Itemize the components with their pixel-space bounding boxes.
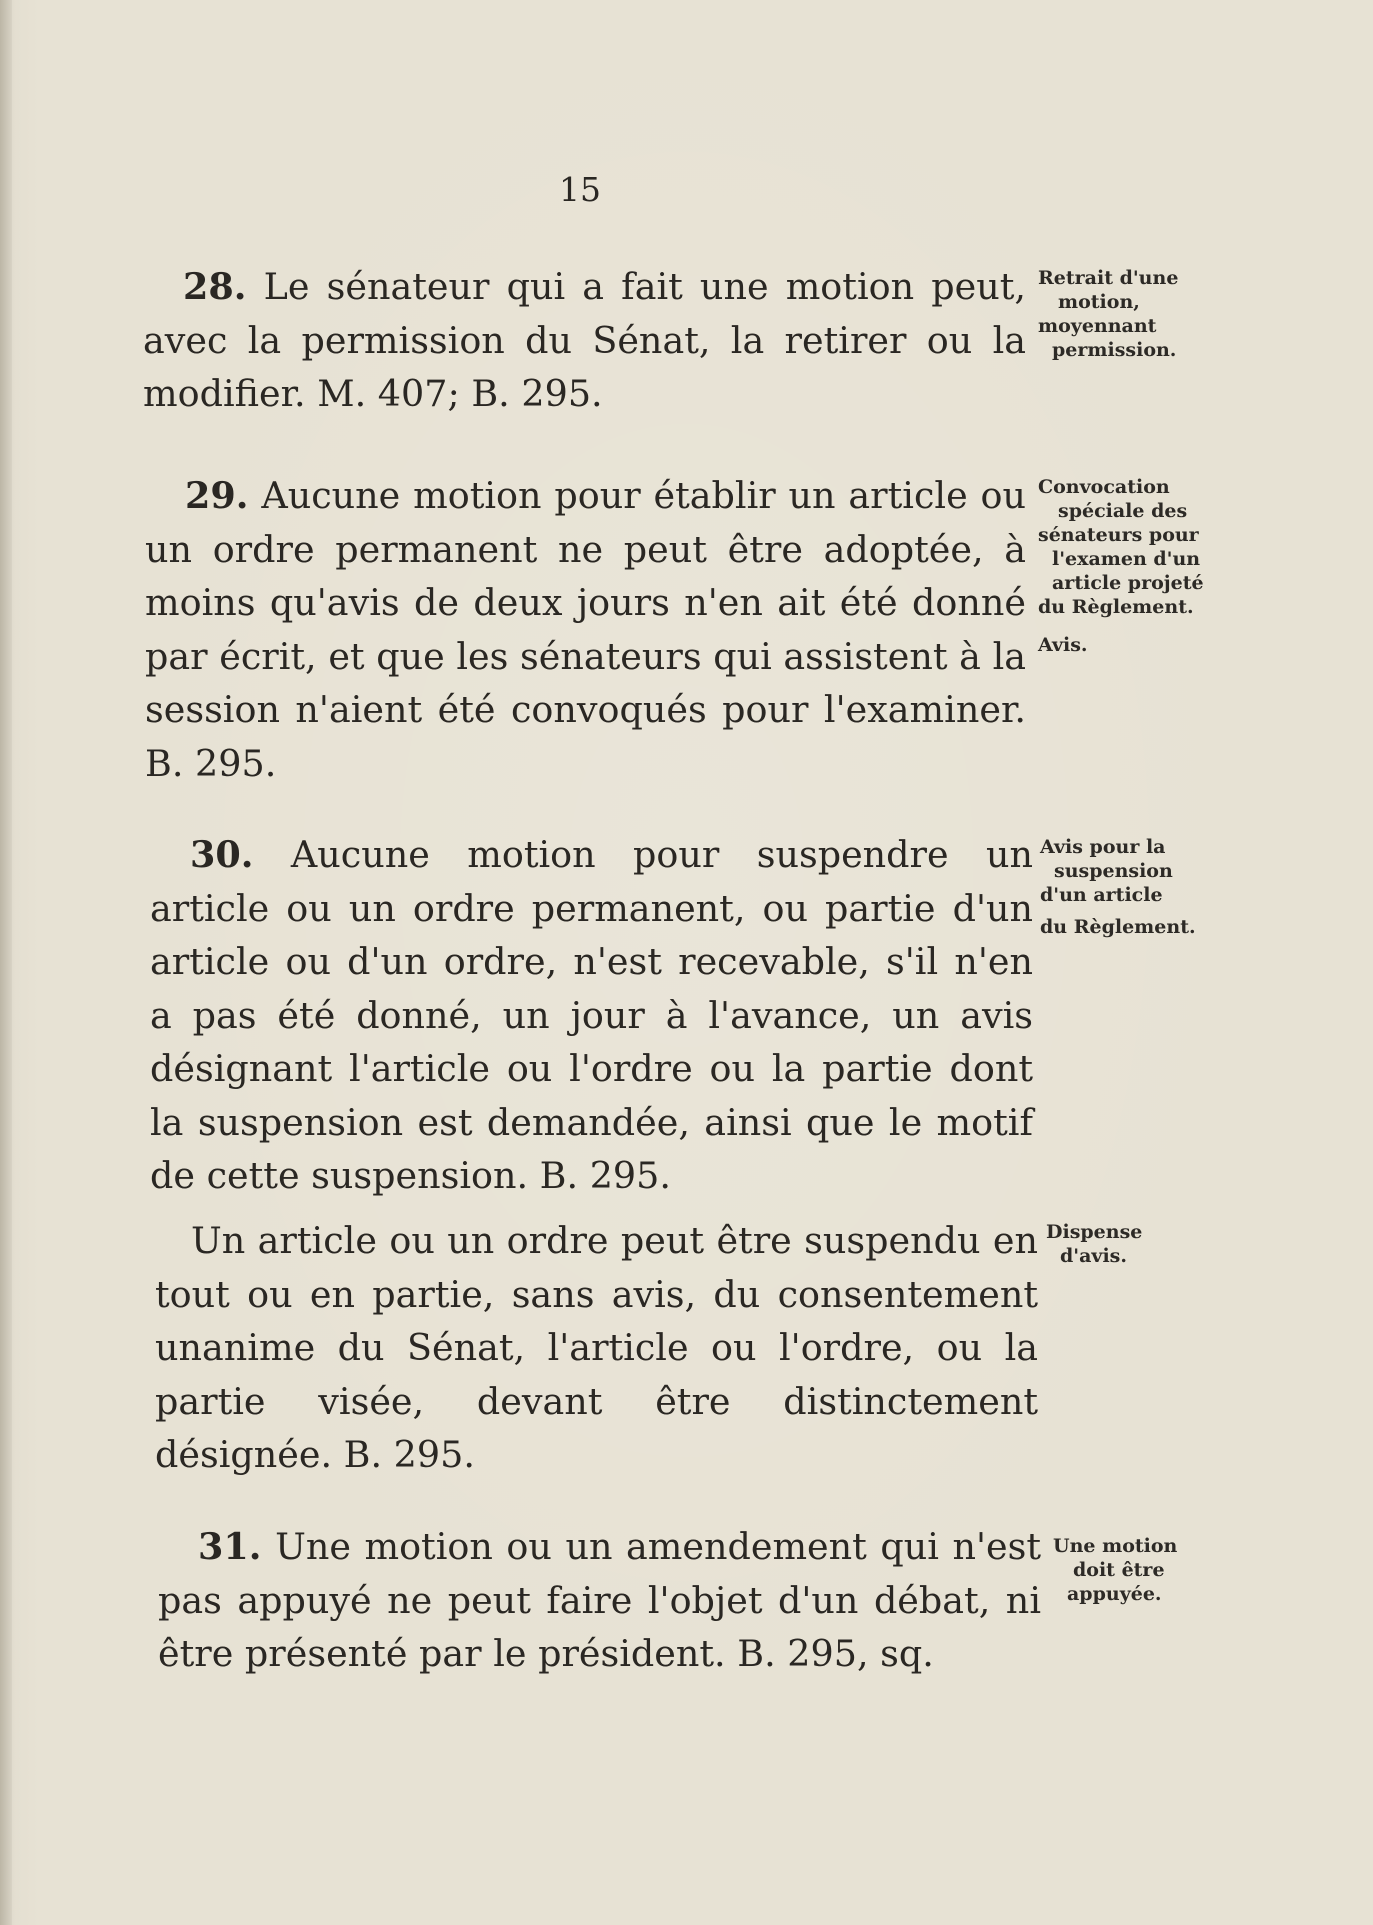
article-text: Une motion ou un amendement qui n'est pas appuyé ne peut faire l'objet d'un débat, ni être présenté par le président. B. 295, sq. (158, 1525, 1041, 1675)
margin-note-line: spéciale des (1058, 500, 1188, 522)
page-binding-edge (0, 0, 12, 1925)
margin-note-line: Retrait d'une (1038, 267, 1179, 289)
article-30-paragraph (150, 828, 1033, 1203)
article-text: Le sénateur qui a fait une motion peut, avec la permission du Sénat, la retirer ou la modifier. M. 407; B. 295. (143, 265, 1026, 415)
margin-note-line: article projeté (1052, 572, 1204, 594)
margin-note-line: du Règlement. (1040, 916, 1196, 938)
article-28-paragraph (143, 260, 1026, 421)
margin-note-dispense (1046, 1220, 1142, 1268)
margin-note-article-30 (1040, 835, 1196, 939)
page-number: 15 (559, 170, 601, 209)
margin-note-article-29 (1038, 475, 1204, 657)
paragraph-text: Un article ou un ordre peut être suspendu en tout ou en partie, sans avis, du consentement unanime du Sénat, l'article ou l'ordre, ou la partie visée, devant être distinctement désignée. B. 295. (155, 1219, 1038, 1476)
margin-note-line: Dispense (1046, 1221, 1143, 1243)
article-number: 28. (183, 265, 247, 308)
article-number: 29. (185, 474, 249, 517)
margin-note-line: Avis pour la (1040, 836, 1166, 858)
article-text: Aucune motion pour établir un article ou un ordre permanent ne peut être adoptée, à moins qu'avis de deux jours n'en ait été donné par écrit, et que les sénateurs qui assistent à la session n'aient été convoqués pour l'examiner. B. 295. (145, 474, 1026, 785)
article-31-paragraph (158, 1520, 1041, 1681)
margin-note-line: motion, (1058, 291, 1140, 313)
dispense-paragraph (155, 1214, 1038, 1482)
margin-note-line: sénateurs pour (1038, 524, 1199, 546)
margin-note-line: doit être (1073, 1559, 1165, 1581)
article-text: Aucune motion pour suspendre un article ou un ordre permanent, ou partie d'un article ou d'un ordre, n'est recevable, s'il n'en a pas été donné, un jour à l'avance, un avis désignant l'article ou l'ordre ou la partie dont la suspension est demandée, ainsi que le motif de cette suspension. B. 295. (150, 833, 1033, 1197)
margin-note-line: Une motion (1053, 1535, 1178, 1557)
margin-note-article-31 (1053, 1534, 1177, 1606)
margin-note-line: appuyée. (1067, 1583, 1162, 1605)
margin-note-line: l'examen d'un (1052, 548, 1201, 570)
margin-note-line: d'avis. (1060, 1245, 1127, 1267)
article-number: 31. (198, 1525, 262, 1568)
margin-note-line: du Règlement. (1038, 596, 1194, 618)
margin-note-line: permission. (1052, 339, 1177, 361)
margin-note-line: d'un article (1040, 884, 1163, 906)
margin-note-article-28 (1038, 266, 1178, 362)
margin-note-line: moyennant (1038, 315, 1157, 337)
article-number: 30. (190, 833, 254, 876)
margin-note-line: Avis. (1038, 634, 1088, 656)
margin-note-line: Convocation (1038, 476, 1170, 498)
article-29-paragraph (145, 469, 1026, 790)
margin-note-line: suspension (1054, 860, 1173, 882)
